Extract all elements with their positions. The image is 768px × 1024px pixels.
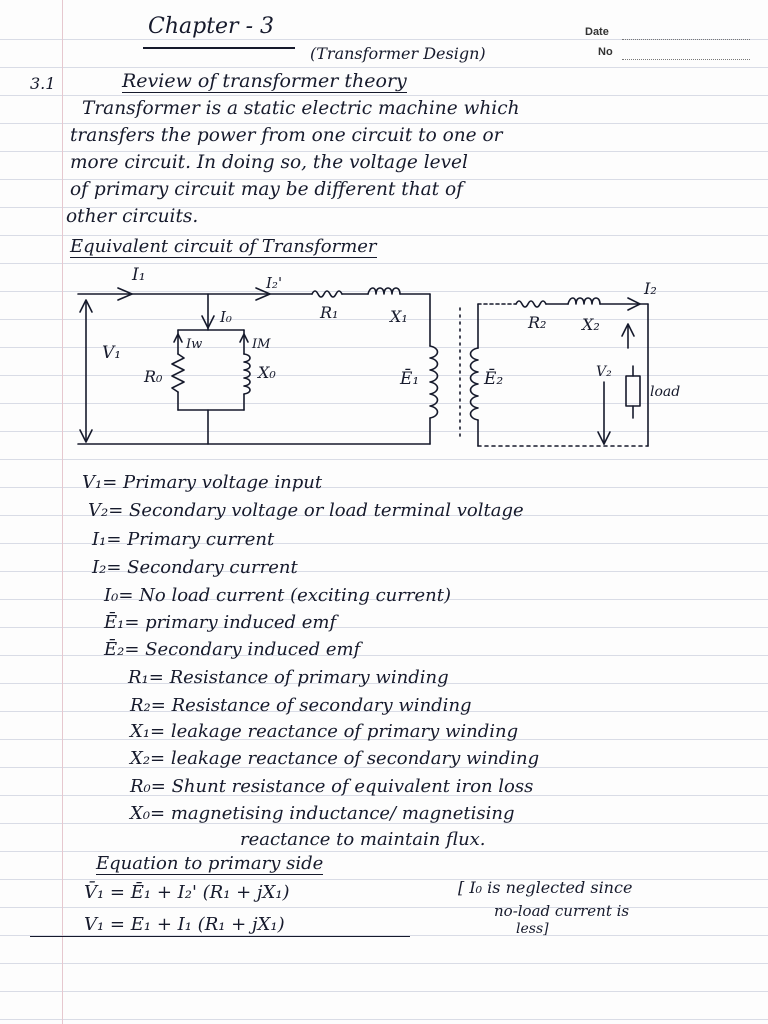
- definition-symbol: Ē₂: [104, 639, 125, 660]
- label-v2: V₂: [596, 364, 612, 380]
- label-r0: R₀: [144, 367, 163, 386]
- definition-symbol: X₀: [130, 803, 151, 824]
- label-i2-prime: I₂': [266, 274, 283, 292]
- intro-line: transfers the power from one circuit to one or: [70, 125, 503, 146]
- definition-text: = Resistance of primary winding: [148, 667, 449, 688]
- definition-symbol: X₂: [130, 748, 151, 769]
- label-e1: Ē₁: [400, 369, 420, 389]
- label-r2: R₂: [528, 313, 547, 332]
- r2-resistor: [516, 301, 546, 307]
- definition-symbol: R₀: [130, 776, 151, 797]
- label-im: IM: [252, 337, 271, 352]
- label-i2: I₂: [644, 279, 657, 298]
- x1-inductor: [368, 288, 400, 294]
- circuit-heading: Equivalent circuit of Transformer: [70, 236, 377, 257]
- label-i0: I₀: [220, 308, 232, 326]
- subtitle: (Transformer Design): [310, 44, 486, 63]
- definition-item: [130, 723, 518, 741]
- equation-line: V₁ = E₁ + I₁ (R₁ + jX₁): [84, 914, 285, 935]
- equation-line: V̄₁ = Ē₁ + I₂' (R₁ + jX₁): [84, 882, 290, 903]
- definition-symbol: I₁: [92, 529, 107, 550]
- definition-text: = Secondary current: [106, 557, 298, 578]
- definition-item: [104, 614, 336, 632]
- intro-line: Transformer is a static electric machine which: [82, 98, 520, 119]
- label-iw: Iw: [186, 337, 203, 352]
- e2-secondary-coil: [471, 348, 479, 420]
- definition-item: [82, 474, 322, 492]
- definition-text: = Primary voltage input: [102, 472, 323, 493]
- definition-text: = Secondary induced emf: [124, 639, 361, 660]
- equation-underline: [30, 936, 410, 937]
- intro-line: other circuits.: [66, 206, 199, 227]
- equivalent-circuit-diagram: [0, 260, 768, 460]
- section-title: Review of transformer theory: [122, 70, 407, 92]
- definition-item: [240, 831, 486, 849]
- definition-symbol: R₁: [128, 667, 149, 688]
- no-field: [622, 58, 750, 60]
- definition-text: reactance to maintain flux.: [240, 829, 486, 850]
- definition-text: = Resistance of secondary winding: [150, 695, 472, 716]
- label-i1: I₁: [132, 265, 146, 285]
- r1-resistor: [312, 291, 342, 297]
- label-x0: X₀: [258, 363, 276, 382]
- definition-item: [92, 531, 274, 549]
- definition-item: [130, 697, 472, 715]
- chapter-title: Chapter - 3: [148, 14, 274, 39]
- note-line: [ I₀ is neglected since: [458, 878, 633, 897]
- margin-line: [62, 0, 63, 1024]
- date-label: Date: [585, 26, 609, 38]
- no-label: No: [598, 46, 613, 58]
- definition-item: [88, 502, 524, 520]
- x2-inductor: [568, 298, 600, 304]
- definition-item: [104, 641, 360, 659]
- definition-text: = No load current (exciting current): [118, 585, 451, 606]
- definition-symbol: I₂: [92, 557, 107, 578]
- definition-text: = primary induced emf: [124, 612, 337, 633]
- definition-item: [130, 778, 533, 796]
- definition-symbol: R₂: [130, 695, 151, 716]
- definition-item: [130, 750, 539, 768]
- definition-item: [104, 587, 451, 605]
- label-x1: X₁: [390, 307, 408, 326]
- definition-symbol: V₂: [88, 500, 109, 521]
- equation-heading: Equation to primary side: [96, 853, 324, 874]
- definition-text: = leakage reactance of primary winding: [150, 721, 519, 742]
- definition-text: = Shunt resistance of equivalent iron loss: [150, 776, 534, 797]
- label-x2: X₂: [582, 315, 600, 334]
- definition-text: = leakage reactance of secondary winding: [150, 748, 540, 769]
- definition-item: [130, 805, 515, 823]
- definition-text: = Secondary voltage or load terminal voltage: [108, 500, 524, 521]
- date-field: [622, 38, 750, 40]
- chapter-underline: [143, 47, 295, 49]
- definition-symbol: Ē₁: [104, 612, 125, 633]
- r0-resistor: [172, 354, 184, 392]
- definition-item: [92, 559, 298, 577]
- definition-symbol: I₀: [104, 585, 119, 606]
- label-r1: R₁: [320, 303, 339, 322]
- note-line: no-load current is: [494, 902, 630, 920]
- label-v1: V₁: [102, 343, 122, 363]
- label-e2: Ē₂: [484, 369, 504, 389]
- definition-symbol: V₁: [82, 472, 103, 493]
- label-load: load: [650, 384, 681, 400]
- intro-line: of primary circuit may be different that of: [70, 179, 463, 200]
- definition-text: = Primary current: [106, 529, 275, 550]
- x0-inductor: [244, 354, 250, 394]
- note-line: less]: [516, 921, 549, 937]
- definition-symbol: X₁: [130, 721, 151, 742]
- load-resistor: [626, 376, 640, 406]
- e1-primary-coil: [430, 346, 438, 418]
- definition-text: = magnetising inductance/ magnetising: [150, 803, 515, 824]
- intro-line: more circuit. In doing so, the voltage level: [70, 152, 468, 173]
- section-number: 3.1: [30, 74, 56, 93]
- definition-item: [128, 669, 449, 687]
